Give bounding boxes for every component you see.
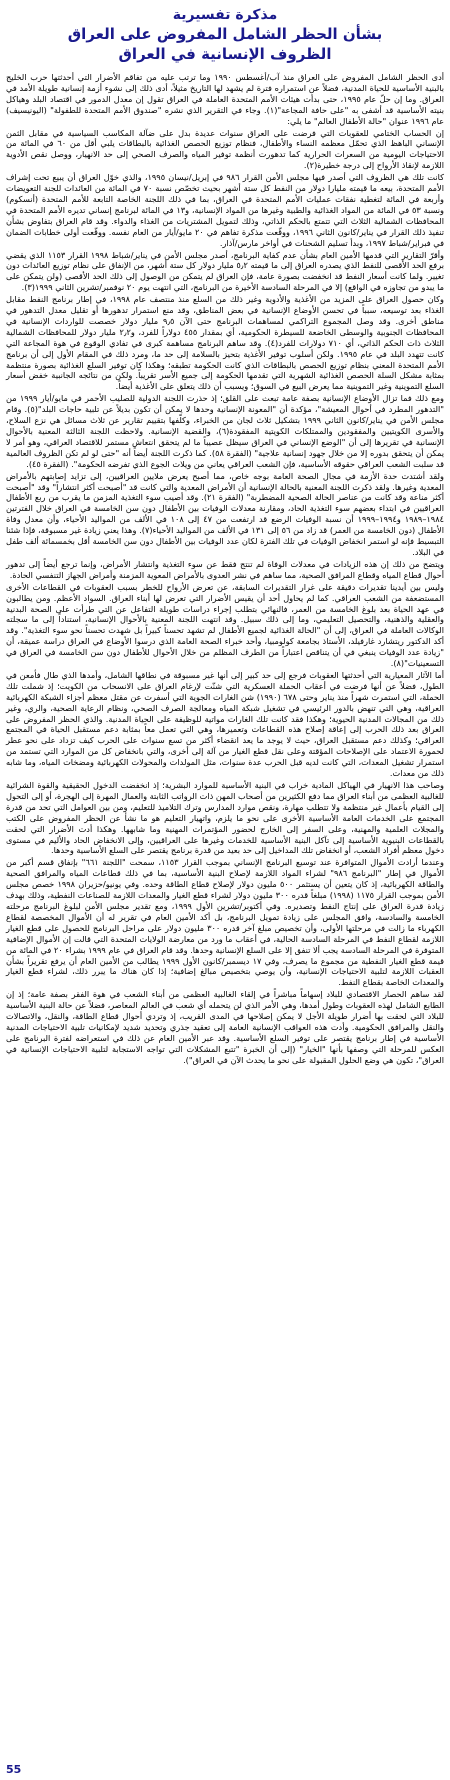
- document-subtitle: الظروف الإنسانية في العراق: [118, 45, 332, 63]
- paragraph-10: أما الآثار المعيارية التي أحدثتها العقوبات فرجع إلى حد كبير إلى أنها غير مسبوقة في نطاقها الشامل، وأمدها الذي طال فأمعن في الطول، فضلاً عن أنها فرضت في أعقاب الحملة العسكرية التي شنّت لإرغام العراق على الانسحاب من الكويت؛ إذ شملت تلك الحملة، التي استمرت شهراً منذ يناير وحتى ٦٧٨ (١٩٩٠) شن الغارات الجوية التي أسفرت عن مقتل معظم أجزاء الشبكة الكهربائية العراقية، وهي التي تنهض بالدور الرئيسي في تشغيل شبكة المياه ومعالجة الصرف الصحي، ونظام الرعاية الصحية، والري، وغير ذلك من المجالات المدنية الحيوية؛ وهكذا فقد كانت تلك الغارات مواتية للوظيفة على الحياة المدنية. والذي الحظر المفروض على العراق بعد ذلك الحرب إلى إعاقة إصلاح هذه القطاعات وتعميرها، وهي التي تعمل معاً بمثابة دعم مستقبل الحياة في المجتمع العراقي؛ وكذلك دعم مستقبل العراق، حيث لا يوجد ما يعد انقضاء أكثر من تسع سنوات على الحرب كيف تزداد على نحو عطر لحمورة الاعتماد على الإصلاحات المؤقتة وعلى نقل قطع الغيار من آلة إلى أخرى، والتي بانخفاض كل من الموارد التي تستمد من استمرار تشغيل المعدات، التي كانت لديه قبل الحرب عدة سنوات، مثل المولدات والمحولات الكهربائية ومضخات المياه، وما شابه ذلك من معدات.: [6, 669, 444, 779]
- document-page: [6, 0, 444, 1780]
- paragraph-13: لقد ساهم الحصار الاقتصادي للبلاد إسهاماً مباشراً في إلقاء الغالبية العظمى من أبناء الشعب في هوة الفقر بصفة عامة؛ إذ إن الطابع الشامل لهذه العقوبات وطول أمدها، وهي الأمر الذي لن يتحمله أي شعب في العالم المعاصر، فضلاً عن حالة البنية الأساسية للبلاد التي لحقت بها أضرار طويلة الأجل لا يمكن إصلاحها في المدى القريب، إذ وتردي أحوال قطاع الطاقة، والنقل، والاتصالات والنقل والمرافق الحكومية. وأدت هذه العواقب الإنسانية العامة إلى تعقيد جذري وتحديد شديد لإمكانيات تلبية الاحتياجات المدنية الأساسية في إطار برنامج يقتصر على توفير السلع الأساسية. وقد عبر الأمين العام عن ذلك في استعراضه لفترة البرنامج على العكس للمرحلة التي وصفها بأنها "الخيار" (إلى أن الخبرة "تتبع المشكلات التي تواجه الاستجابة لتلبية الاحتياجات الإنسانية في العراق"، تكون هي وضع الحلول المقبولة على نحو ما يحدث الآن في العراق").: [6, 989, 444, 1065]
- paragraph-9: وليس بين أيدينا تقديرات دقيقة على غرار التقديرات السابقة، عن تعرض الأرواح للخطر بسبب العقوبات في القطاعات الأخرى المستضعفة من الشعب العراقي. كما لم يحاول أحد أن يقيس الأضرار التي تعرض لها أبناء العراق. السواد الأعظم. ومن يطالبون في عهد الحياة بعد بلوغ الخامسة من العمر، فالنهائي بتطلب إجراء دراسات طويلة التفاعل عن التي طرأت على الصحة البدنية والعقلية والذهنية، والتحصيل التعليمي، وما إلى ذلك سبيل. وقد انتهت اللجنة المعنية بالأحوال الإنسانية، استناداً إلى ما سجلته الوكالات العاملة في العراق، إلى أن "الحالة الغذائية لجميع الأطفال لم تشهد تحسناً كبيراً بل شهدت تحسناً نحو سوء التغذية". وقد أكد الدكتور ريتشارد غارفيلد، الأستاذ بجامعة كولومبيا، وأحد خبراء الصحة العامة الذي درسوا الأوضاع في العراق دراسة عميقة، أن "زيادة عدد الوفيات ينبغي في أن يتناقص اعتباراً من الطرف المظلم من خلال الأحوال للأطفال دون سن الخامسة في العراق في التسعينيات"(٨).: [6, 581, 444, 669]
- paragraph-2: إن الحساب الختامي للعقوبات التي فرضت على العراق سنوات عديدة بدل على ضآلة المكاسب السياسية في مقابل الثمن الإنساني الباهظ الذي تحمّل معظمه النساء والأطفال، فنظام توزيع الحصص الغذائية بالبطاقات يلبي أقل من ٦٠ في المائة من الاحتياجات اليومية من السعرات الحرارية كما تدهورت أنظمة توفير المياه والصرف الصحي إلى حد الانهيار، ووصل نقص الأدوية اللازمة لإنقاذ الأرواح إلى درجة خطيرة(٢).: [6, 127, 444, 171]
- page-number: 55: [6, 1763, 22, 1776]
- paragraph-7: ولقد أشتدت حدة الأزمة في مجال الصحة العامة بوجه خاص، مما أصبح يعرض ملايين العراقيين، إلى تزايد إصابتهم بالأمراض المعدية وغيرها. ولقد ذكرت اللجنة المعنية بالحالة الإنسانية أن الأمراض المعدية والتي كانت قد "أصبحت أكثر انتشاراً" وقد "أصبحت أكثر مناعة وقد كانت من عناصر الحالة الصحية المضطربة" (الفقرة ٢١). وقد أصيب سوء التغذية المزمن ما يقرب من ربع الأطفال العراقيين في ابتداء بعضهم سوء التغذية الحاد، ومقارنة معدلات الوفيات بين الأطفال دون سن الخامسة في العراق خلال الفترتين ١٩٨٤–١٩٨٩ و١٩٩٤–١٩٩٩ أن نسبة الوفيات الرضع قد ارتفعت من ٤٧ إلى ١٠٨ في الألف من المواليد الأحياء، وأن معدل وفاة الأطفال (دون الخامسة من العمر) قد زاد من ٥٦ إلى ١٣١ في الألف من المواليد الأحياء(٧). وهذا يعني زيادة غير مسبوقة، فإذا شئنا التبسيط فإنه لو استمر انخفاض الوفيات في تلك الفترة لكان عدد الوفيات بين الأطفال دون سن الخامسة أقل بخمسمائة ألف طفل في البلاد.: [6, 470, 444, 557]
- paragraph-3: كانت تلك هي الظروف التي أصدر فيها مجلس الأمن القرار ٩٨٦ في إبريل/نيسان ١٩٩٥، والذي خوّل العراق أن يبيع تحت إشراف الأمم المتحدة، بيعه ما قيمته مليارا دولار من النفط كل ستة أشهر بحيث تخصّص نسبة ٧٠ في المائة من العائدات للجنة التعويضات وأربعة في المائة لتغطية نفقات عمليات الأمم المتحدة في العراق، بما في ذلك اللجنة الخاصة التابعة للأمم المتحدة (أنسكوم) ونسبة ٥٣ في المائة من المواد الغذائية والطبية وغيرها من المواد الإنسانية، و١٣ في المائة لبرنامج إنساني تديره الأمم المتحدة في المحافظات الشمالية الثلاث التي تتمتع بالحكم الذاتي، وذلك لتمويل المشتريات من الغذاء والدواء. وقد قام العراق بتفاوض بشأن تنفيذ ذلك القرار في يناير/كانون الثاني ١٩٩٦، ووقّعت مذكرة تفاهم في ٢٠ مايو/أيار من العام نفسه. ووقّعت أولى خطابات الضمان في فبراير/شباط ١٩٩٧، وبدأ تسليم الشحنات في أواخر مارس/آذار.: [6, 172, 445, 248]
- paragraph-1: أدى الحظر الشامل المفروض على العراق منذ آب/أغسطس ١٩٩٠ وما ترتب عليه من تفاقم الأضرار التي أحدثتها حرب الخليج بالبنية الأساسية للحياة المدنية، فضلاً عن استمراره فترة لم يشهد لها التاريخ مثيلاً، أدى ذلك إلى نشوء أزمة إنسانية طويلة الأمد في العراق. وما إن حلّ عام ١٩٩٥، حتى بدأت هيئات الأمم المتحدة العاملة في العراق تقول إن معدل الدمور في اقتصاد البلد وهياكل بنيته الأساسية قد أشفى به "على حافة المجاعة"(١). وجاء في التقرير الذي نشره "صندوق الأمم المتحدة للطفولة" (اليونيسيف) عام ١٩٩٦ عنوان "حالة الأطفال العالم" ما يلي:: [6, 72, 444, 126]
- document-heading: مذكرة تفسيرية: [172, 7, 278, 23]
- paragraph-6: ومع ذلك فما تزال الأوضاع الإنسانية بصفة عامة تبعث على القلق؛ إذ حذرت اللجنة الدولية للصليب الأحمر في مايو/أيار ١٩٩٩ من "التدهور المطرد في أحوال المعيشة"، مؤكدة أن "المعونة الإنسانية وحدها لا يمكن أن تكون بديلاً عن تلبية حاجات البلد"(٥). وقام مجلس الأمن في يناير/كانون الثاني ١٩٩٩ بتشكيل ثلاث لجان من الخبراء، وكلّفها بتقييم تقارير عن ثلاث مسائل هي نزع السلاح، والأسرى الكويتيين والمفقودين والممتلكات الكويتية المفقودة(٦)، والقضية الإنسانية. ولاحظت اللجنة الثالثة المعنية بالأحوال الإنسانية في تقريرها إلى أن "الوضع الإنساني في العراق سيظل عصيباً ما لم يتحقق انتعاش مستمر للاقتصاد العراقي، وهو أمر لا يمكن أن يتحقق بدوره إلا من خلال جهود إنسانية علاجية" (الفقرة ٥٨). كما ذكرت اللجنة أيضاً أنه "حتى لو لم تكن الظروف العالمية قد سلبت الشعب العراقي حقوقه الأساسية، فإن الشعب العراقي يعاني من ويلات الجوع الذي تفرضه الحكومة". (الفقرة ٤٥).: [6, 393, 445, 469]
- document-title: بشأن الحظر الشامل المفروض على العراق: [67, 25, 383, 43]
- paragraph-12: وعندما أرادت الأموال المتوافرة عند توسيع البرنامج الإنساني بموجب القرار ١١٥٣، سمحت "اللجنة ٦٦١" بإنفاق قسم أكبر من الأموال في إطار "البرنامج ٩٨٦" لشراء المواد اللازمة لإصلاح البنية الأساسية، بما في ذلك قطاعات المياه والمرافق الصحية والطاقة الكهربائية، إذ كان يتعين أن يستثمر ٥٠٠ مليون دولار لإصلاح قطاع الطاقة وحده. وفي يونيو/حزيران ١٩٩٨ خصص مجلس الأمن بموجب القرار ١١٧٥ (١٩٩٨) مبلغاً قدره ٣٠٠ مليون دولار لشراء قطع الغيار والمعدات اللازمة للصناعات النفطية، وذلك بهدف زيادة قدرة العراق على إنتاج النفط وتصديره. وفي أكتوبر/تشرين الأول ١٩٩٩، ومع تقدير مجلس الأمن لبلوغ البرنامج مرحلته الخامسة والسادسة، وافق المجلس على زيادة تمويل البرنامج، بل أكد الأمين العام في تقرير له أن الأموال المخصصة لقطاع الكهرباء ما زالت في مرحلتها الأولى، وأن تخصيص مبلغ آخر قدره ٣٠٠ مليون دولار على مراحل البرنامج للحصول على قطع الغيار اللازمة لقطاع النفط في المرحلة السادسة الحالية، في أعقاب ما ورد من معارضة الولايات المتحدة التي قالت إن الأموال الإضافية المتوفرة في المرحلة السادسة يجب ألا تنفق إلا على السلع الإنسانية وحدها. وقد قام العراق في عام ١٩٩٩ بشراء ٢٠ في المائة من قيمة قطع الغيار النفطية من مجموع ما يصرف، وفي ١٧ ديسمبر/كانون الأول ١٩٩٩ يطالب من الأمين العام أن يرفع تقريراً بشأن العقبات اللازمة لتلبية الاحتياجات الإنسانية، وأن يوصي بتخصيص مبالغ إضافية؛ إذا كان هناك ما يبرر ذلك، لشراء قطع الغيار والمعدات الخاصة بقطاع النفط.: [6, 857, 445, 988]
- title-block: [6, 0, 444, 64]
- paragraph-11: وصاحب هذا الانهيار في الهياكل المادية خراب في البنية الأساسية للموارد البشرية؛ إذ انخفضت الدخول الحقيقية والقوة الشرائية للغالبية العظمى من أبناء العراق مما دفع الكثيرين من أصحاب المهن ذات الرواتب الثابتة والعمال المهرة إلى الهجرة، أو إلى التحول إلى القيام بأعمال غير منتظمة ولا تتطلب مهارة، ونقص موارد المدارس وترك التلاميذ للتعليم، ومن بين العوامل التي تحد من قدرة المجتمع على الخدمات العامة الأساسية الأخرى على نحو ما يلزم، واتهيار التعليم هو ما نشأ عن الحظر المفروض على الكتب والمجلات العلمية والمهنية، وعلى السفر إلى الخارج لحضور المؤتمرات المهنية وما شابهها. وهكذا أدت الأضرار التي لحقت بالقطاعات البنيوية الأساسية إلى تآكل البنية الأساسية للخدمات وغيرها على العراقيين، وإلى الانخفاض الحاد والأليم في مستوى دخول معظم أفراد الشعب، أو انخفاض تلك المداخيل إلى حد بعيد من قدرة برنامج يقتصر على السلع الأساسية وحدها.: [6, 780, 444, 856]
- paragraph-4: وأقرّ التقارير التي قدمها الأمين العام بشأن عدم كفاية البرنامج، أصدر مجلس الأمن في يناير/شباط ١٩٩٨ القرار ١١٥٣ الذي يقضي برفع الحد الأقصى للنفط الذي يصدره العراق إلى ما قيمته ٥٫٢ مليار دولار كل ستة أشهر، من الإنفاق على نظام توزيع العائدات دون تغيير. ولما كانت أسعار النفط قد انخفضت بصورة عامة، فإن العراق لم يتمكن من الوصول إلى ذلك الحد الأقصى (ولن يتمكن على ما يبدو من تجاوزه في الواقع) إلا في المرحلة السادسة الأخيرة من البرنامج، التي انتهت يوم ٢٠ نوفمبر/تشرين الثاني ١٩٩٩(٣).: [6, 249, 444, 293]
- paragraph-5: وكان حصول العراق على المزيد من الأغذية والأدوية وغير ذلك من السلع منذ منتصف عام ١٩٩٨، في إطار برنامج النفط مقابل الغذاء بعد توسيعه، سبباً في تحسن الأوضاع الإنسانية في بعض المناطق، وقد منع استمرار تدهورها أو تقليل معدل التدهور في مناطق أخرى. وقد وصل المجموع التراكمي لمساهمات البرنامج حتى الآن ٩٫٥ مليار دولار خصصت للواردات الإنسانية في المحافظات الجنوبية والوسطى الخاضعة للسيطرة الحكومية، أي بمقدار ٤٥٥ دولاراً للفرد، و٢٫٢ مليار دولار للمحافظات الشمالية الثلاث ذات الحكم الذاتي، أي ٧١٠ دولارات للفرد(٤). وقد ساهم البرنامج مساهمة كبرى في تفادي الوقوع في هوة المجاعة التي كانت تتهدد البلد في عام ١٩٩٥. ولكن أسلوب توفير الأغذية بتحيز بالسلامة إلى حد ما، ومرد ذلك في المقام الأول إلى أن برنامج الأمم المتحدة المعني بنظام توزيع الحصص بالبطاقات الذي كانت الحكومة تطبقه؛ وهكذا كان توفير السلع الغذائية بصورة منتظمة بمثابة مشكل السلة الحصص الغذائية الشهرية التي تقدمها الحكومة إلى جميع الأسر تقريباً. ولكن من نتائجه الجانبية خفض أسعار السلع التموينية وغير التموينية مما يعرض البيع في السوق؛ ويسبب أن ذلك يتعلق على الأغذية أيضاً.: [6, 294, 444, 392]
- paragraph-8: ويتضح من ذلك إن هذه الزيادات في معدلات الوفاة لم تنتج فقط عن سوء التغذية وانتشار الأمراض، وإنما ترجع أيضاً إلى تدهور أحوال قطاع المياه وقطاع المرافق الصحية، مما ساهم في نشر العدوى بالأمراض المعوية المزمنة وأمراض الجهاز التنفسي الحادة.: [6, 558, 444, 580]
- body-text: [6, 72, 444, 1066]
